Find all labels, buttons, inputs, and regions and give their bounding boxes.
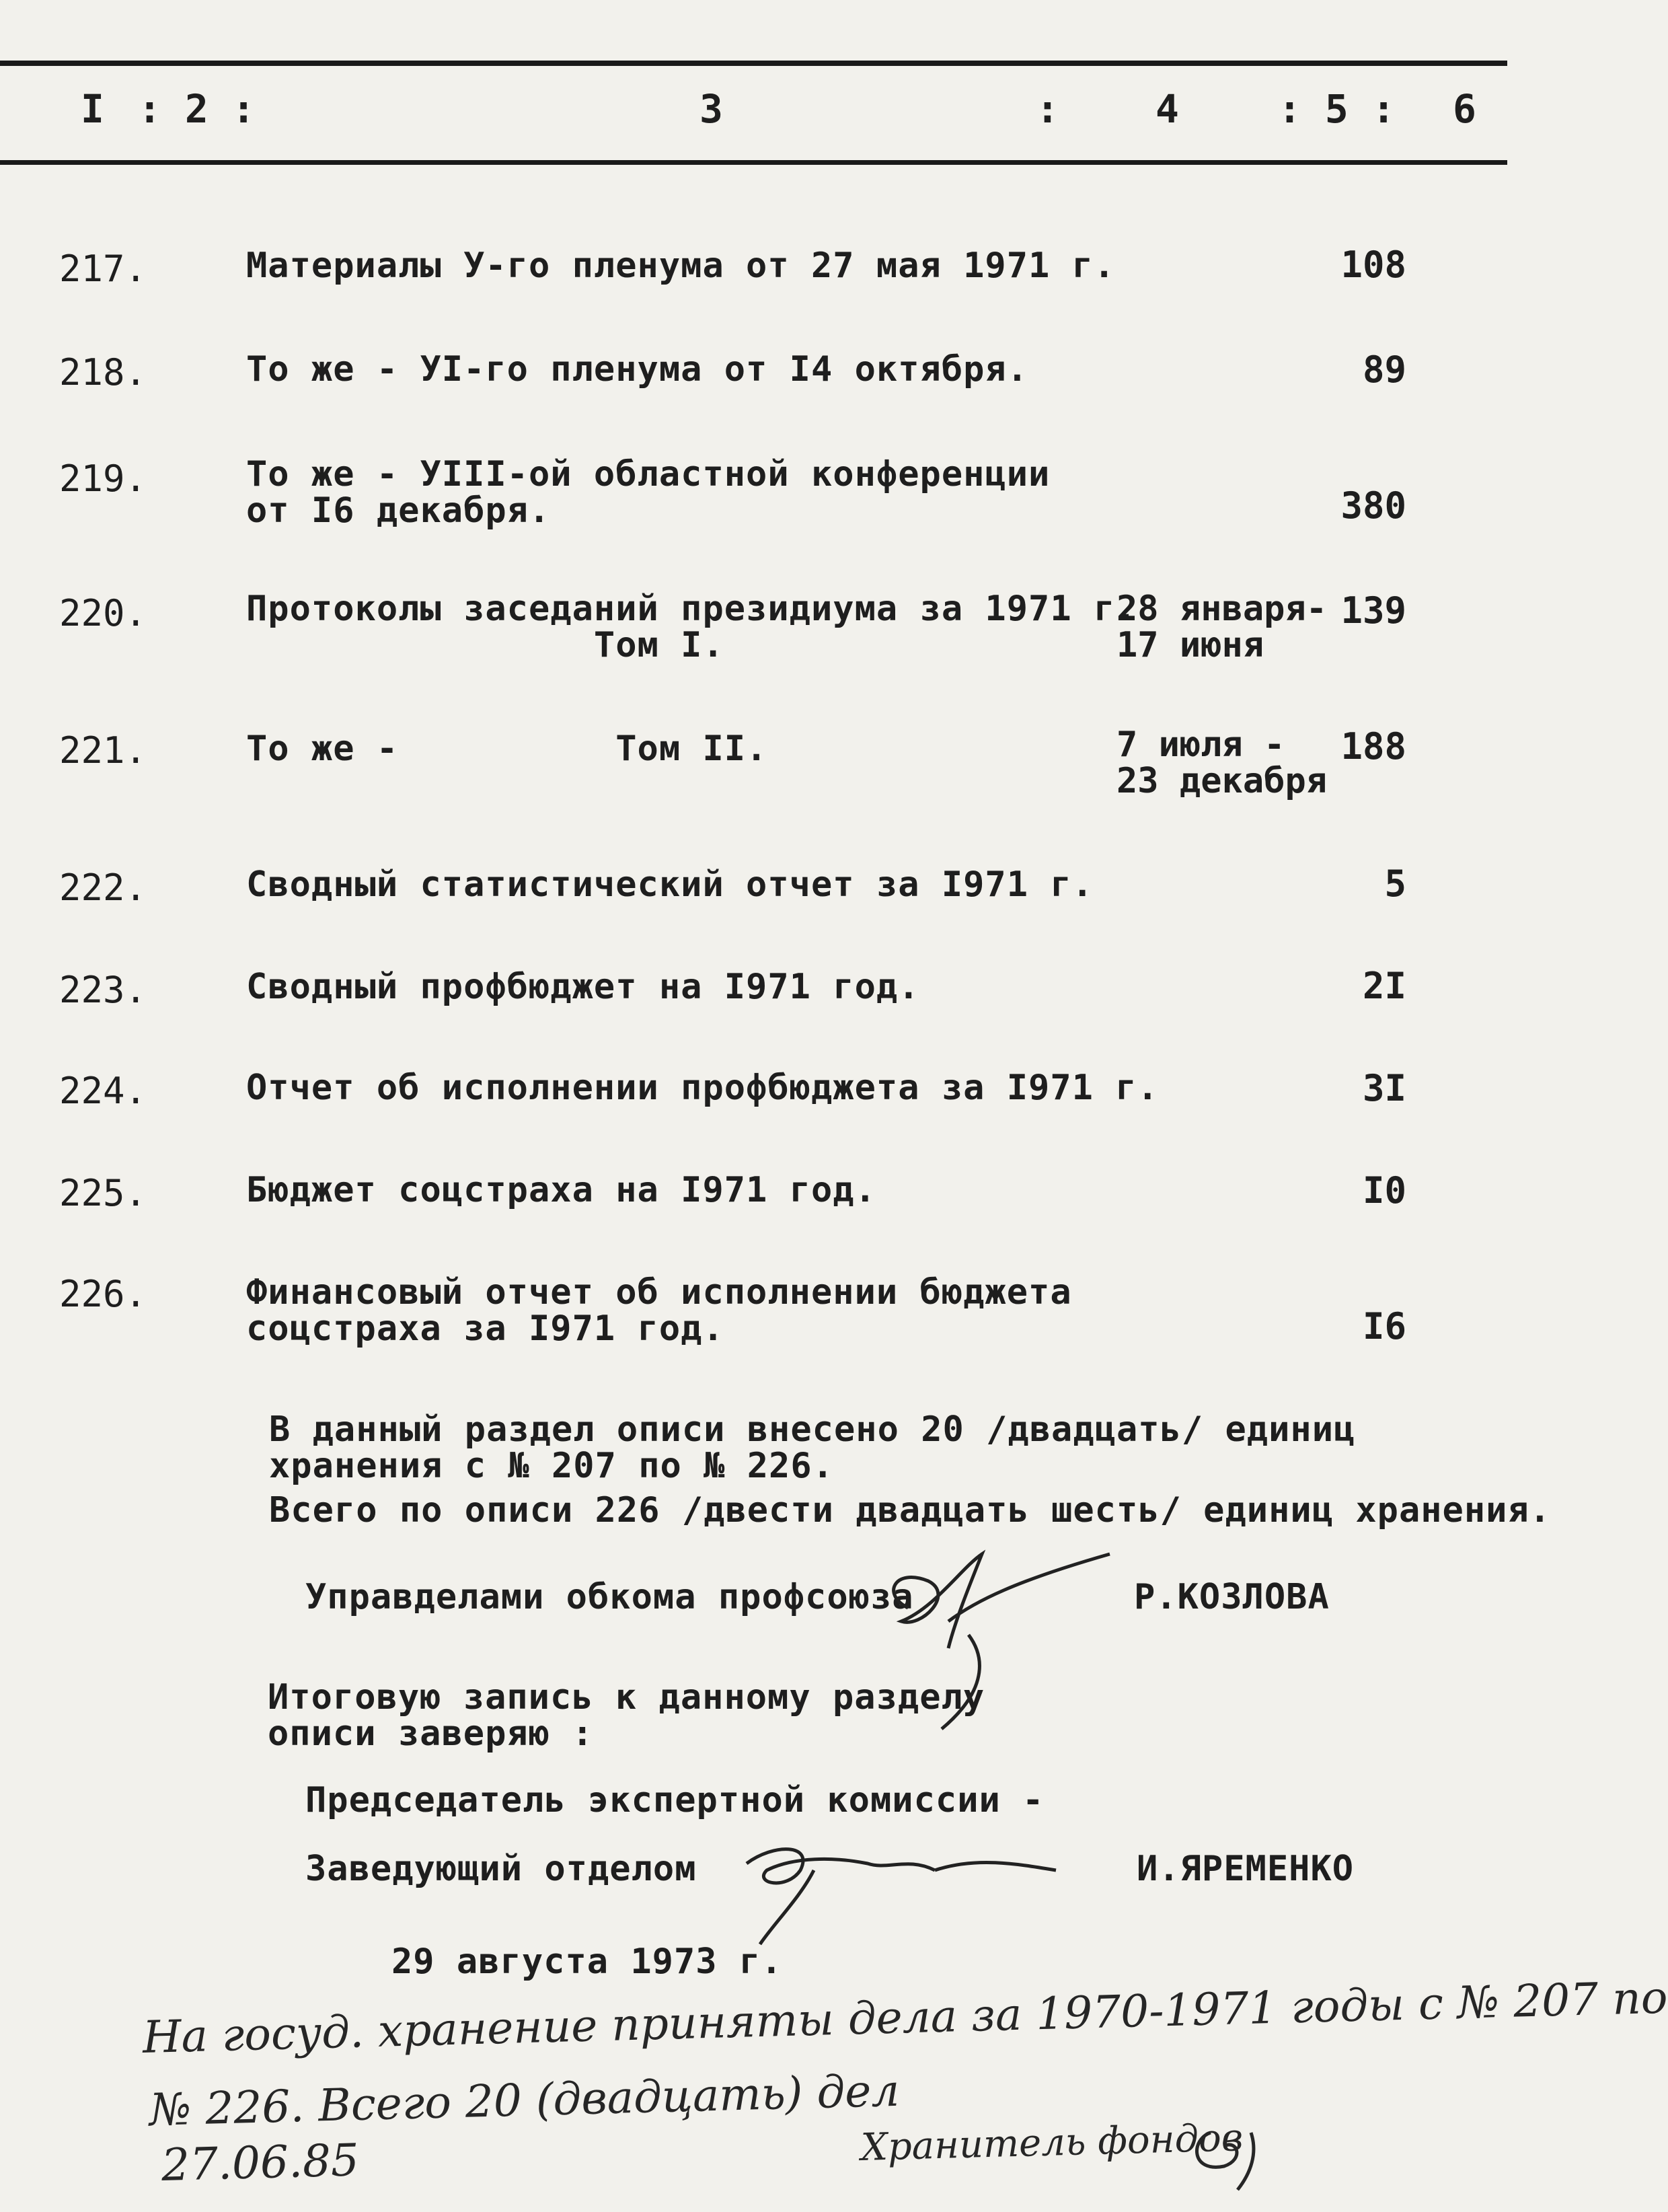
summary-total-units: Всего по описи 226 /двести двадцать шесть/ единиц хранения.	[269, 1490, 1552, 1531]
item-title: То же - УI-го пленума от I4 октября.	[246, 349, 1029, 390]
item-pages: 5	[1384, 862, 1406, 905]
item-pages: 188	[1340, 725, 1406, 768]
item-pages: I0	[1362, 1169, 1406, 1212]
item-pages: 139	[1340, 589, 1406, 632]
item-number: 225.	[59, 1172, 147, 1214]
item-title: Материалы У-го пленума от 27 мая 1971 г.	[246, 246, 1116, 286]
keeper-signature	[1184, 2119, 1285, 2193]
item-number: 221.	[59, 729, 147, 772]
item-pages: 108	[1340, 244, 1406, 286]
header-top-rule	[0, 61, 1507, 66]
handwritten-note-line1: На госуд. хранение приняты дела за 1970-1971 годы с № 207 по	[141, 1971, 1668, 2063]
item-number: 220.	[59, 592, 147, 634]
item-date-range: 7 июля - 23 декабря	[1116, 725, 1328, 801]
item-pages: 89	[1362, 348, 1406, 391]
item-pages: 380	[1340, 484, 1406, 527]
item-date-range: 28 января- 17 июня	[1116, 589, 1328, 665]
summary-units-added: В данный раздел описи внесено 20 /двадцать/ единиц хранения с № 207 по № 226.	[269, 1409, 1356, 1486]
header-col6: 6	[1453, 86, 1476, 132]
item-title: Сводный статистический отчет за I971 г.	[246, 864, 1094, 905]
head-title: Заведующий отделом	[305, 1849, 697, 1889]
certify-signature-stroke	[928, 1628, 1009, 1736]
manager-name: Р.КОЗЛОВА	[1134, 1577, 1330, 1617]
certify-text: Итоговую запись к данному разделу описи заверяю :	[268, 1677, 985, 1754]
head-signature	[733, 1816, 1069, 1951]
handwritten-note-line2: № 226. Всего 20 (двадцать) дел	[148, 2064, 901, 2136]
item-number: 219.	[59, 457, 147, 500]
head-name: И.ЯРЕМЕНКО	[1137, 1849, 1355, 1889]
item-title: То же - Том II.	[246, 729, 768, 769]
manager-title: Управделами обкома профсоюза	[305, 1577, 914, 1617]
item-number: 218.	[59, 351, 147, 394]
handwritten-note-date: 27.06.85	[160, 2134, 360, 2191]
item-number: 217.	[59, 248, 147, 290]
item-number: 222.	[59, 867, 147, 909]
header-col4: 4	[1155, 86, 1179, 132]
header-bottom-rule	[0, 160, 1507, 165]
item-pages: I6	[1362, 1305, 1406, 1348]
item-title: Протоколы заседаний президиума за 1971 г. Том I.	[246, 589, 1137, 665]
item-title: Отчет об исполнении профбюджета за I971 г.	[246, 1068, 1159, 1108]
item-number: 223.	[59, 969, 147, 1011]
item-title: Сводный профбюджет на I971 год.	[246, 967, 920, 1007]
item-title: Бюджет соцстраха на I971 год.	[246, 1170, 876, 1210]
item-number: 226.	[59, 1273, 147, 1315]
item-pages: 2I	[1362, 965, 1406, 1007]
header-col2: : 2 :	[138, 86, 256, 132]
chair-title: Председатель экспертной комиссии -	[305, 1780, 1045, 1820]
handwritten-keeper-title: Хранитель фондов	[860, 2116, 1244, 2170]
item-number: 224.	[59, 1070, 147, 1112]
header-col3: 3	[699, 86, 723, 132]
document-date: 29 августа 1973 г.	[391, 1942, 783, 1982]
item-pages: 3I	[1362, 1067, 1406, 1109]
item-title: То же - УIII-ой областной конференции от I6 декабря.	[246, 454, 1051, 531]
header-sep-left: :	[1036, 86, 1059, 132]
item-title: Финансовый отчет об исполнении бюджета соцстраха за I971 год.	[246, 1272, 1072, 1349]
header-col5: : 5 :	[1278, 86, 1396, 132]
header-col1: I	[81, 86, 104, 132]
